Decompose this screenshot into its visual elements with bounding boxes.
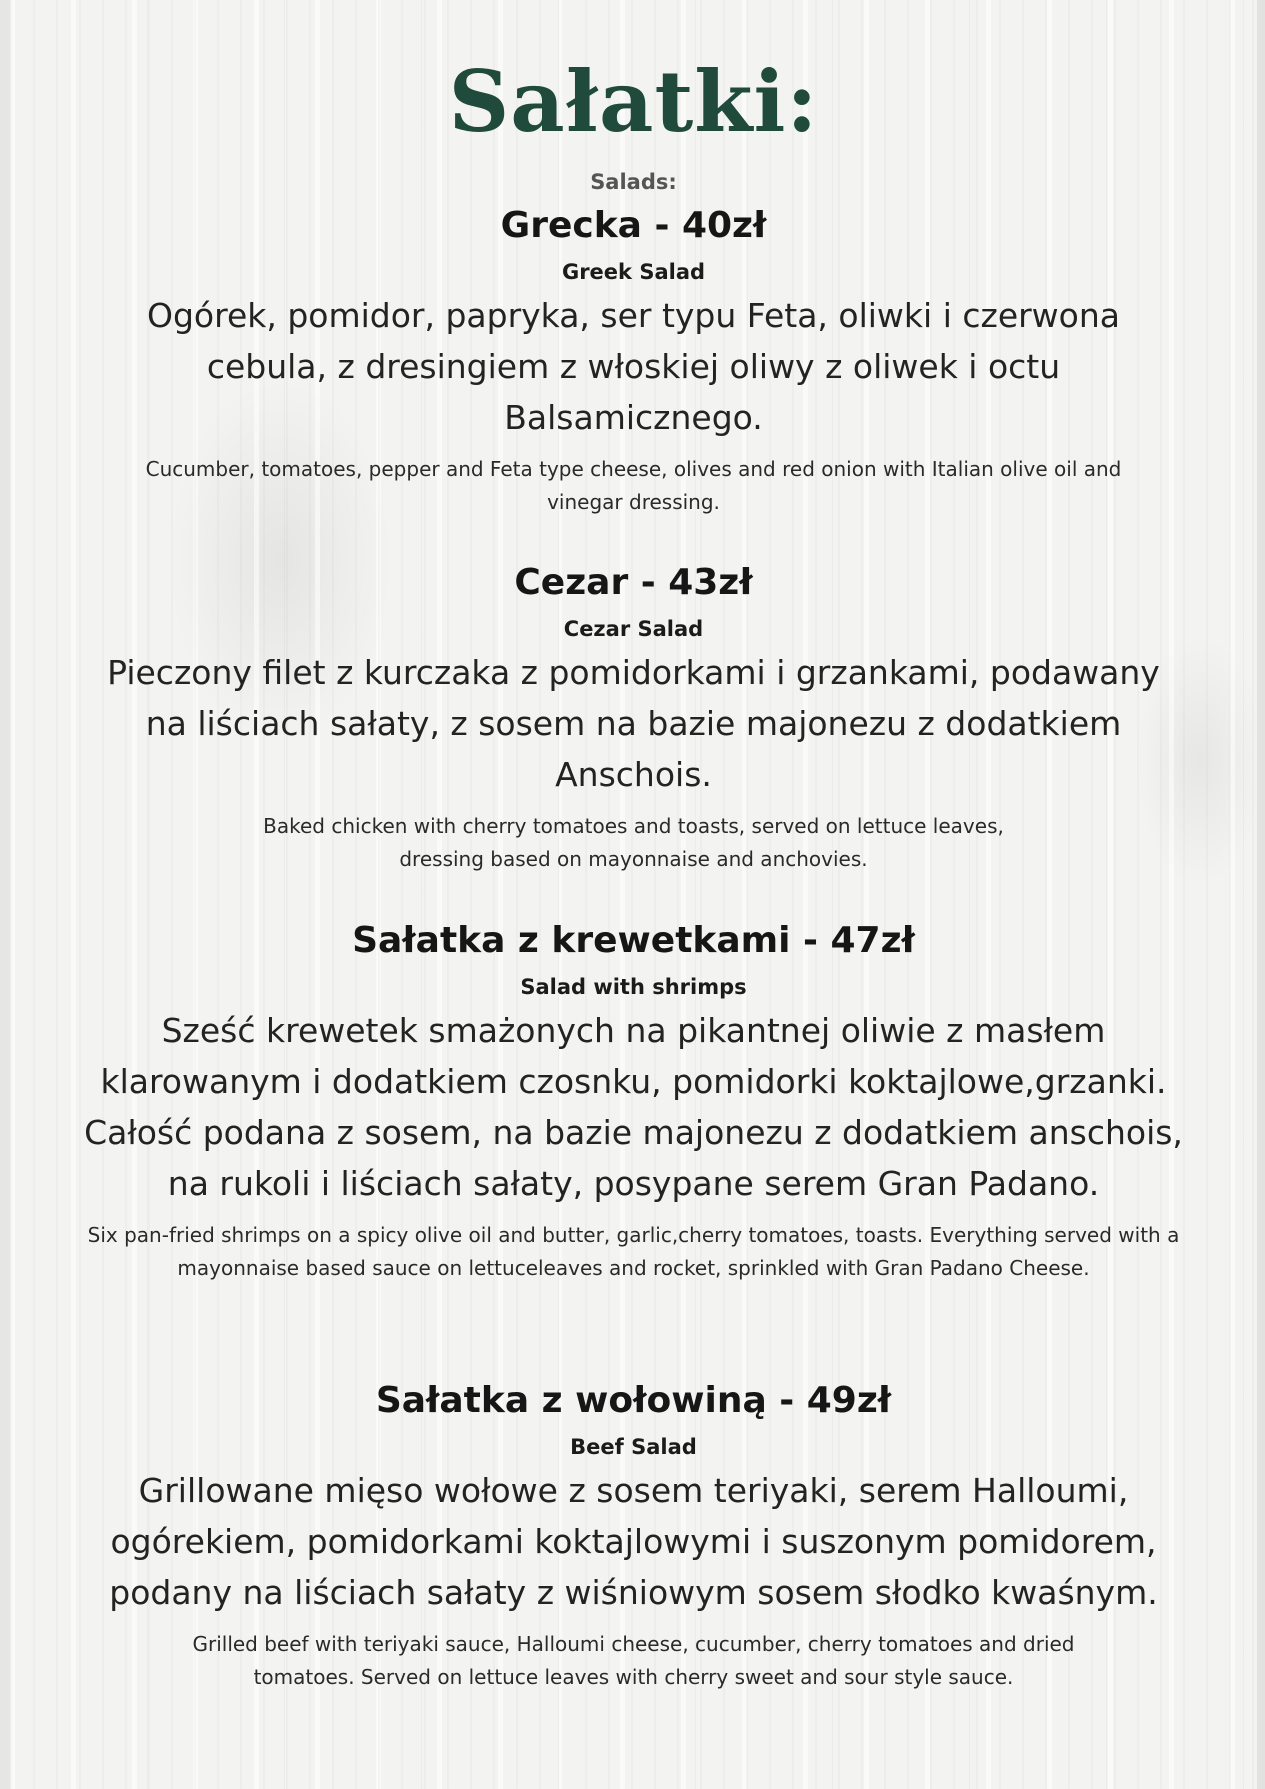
dish-description-en: Grilled beef with teriyaki sauce, Halloumi cheese, cucumber, cherry tomatoes and dried tomatoes. Served on lettuce leaves with cherry sweet and sour style sauce. [192, 1632, 1075, 1689]
menu-item-shrimps [10, 918, 1257, 1285]
dish-english-name: Cezar Salad [563, 617, 704, 641]
page-subtitle: Salads: [590, 170, 677, 194]
menu-item-greek [10, 203, 1257, 519]
dish-name-price: Sałatka z krewetkami - 47zł [352, 920, 915, 961]
menu-item-beef [10, 1378, 1257, 1694]
dish-description-en: Six pan-fried shrimps on a spicy olive oil and butter, garlic,cherry tomatoes, toasts. Everything served with a mayonnaise based sauce on lettuceleaves and rocket, sprinkled with Gran Padano Cheese. [87, 1223, 1180, 1280]
page-title: Sałatki: [448, 52, 819, 151]
dish-description-pl: Sześć krewetek smażonych na pikantnej oliwie z masłem klarowanym i dodatkiem czosnku, pomidorki koktajlowe,grzanki. Całość podana z sosem, na bazie majonezu z dodatkiem anschois, na rukoli i liściach sałaty, posypane serem Gran Padano. [84, 1011, 1183, 1203]
dish-name-price: Cezar - 43zł [514, 562, 753, 603]
dish-english-name: Salad with shrimps [520, 975, 747, 999]
dish-english-name: Greek Salad [561, 260, 706, 284]
dish-description-pl: Pieczony filet z kurczaka z pomidorkami i grzankami, podawany na liściach sałaty, z sosem na bazie majonezu z dodatkiem Anschois. [107, 653, 1160, 794]
dish-description-pl: Grillowane mięso wołowe z sosem teriyaki, serem Halloumi, ogórekiem, pomidorkami koktajlowymi i suszonym pomidorem, podany na liściach sałaty z wiśniowym sosem słodko kwaśnym. [109, 1471, 1158, 1612]
menu-item-cezar [10, 560, 1257, 876]
dish-description-en: Baked chicken with cherry tomatoes and toasts, served on lettuce leaves, dressing based on mayonnaise and anchovies. [263, 814, 1004, 871]
dish-name-price: Sałatka z wołowiną - 49zł [375, 1380, 892, 1421]
dish-name-price: Grecka - 40zł [500, 205, 767, 246]
dish-description-en: Cucumber, tomatoes, pepper and Feta type cheese, olives and red onion with Italian olive oil and vinegar dressing. [145, 457, 1122, 514]
dish-english-name: Beef Salad [570, 1435, 697, 1459]
dish-description-pl: Ogórek, pomidor, papryka, ser typu Feta, oliwki i czerwona cebula, z dresingiem z włoskiej oliwy z oliwek i octu Balsamicznego. [146, 296, 1121, 437]
